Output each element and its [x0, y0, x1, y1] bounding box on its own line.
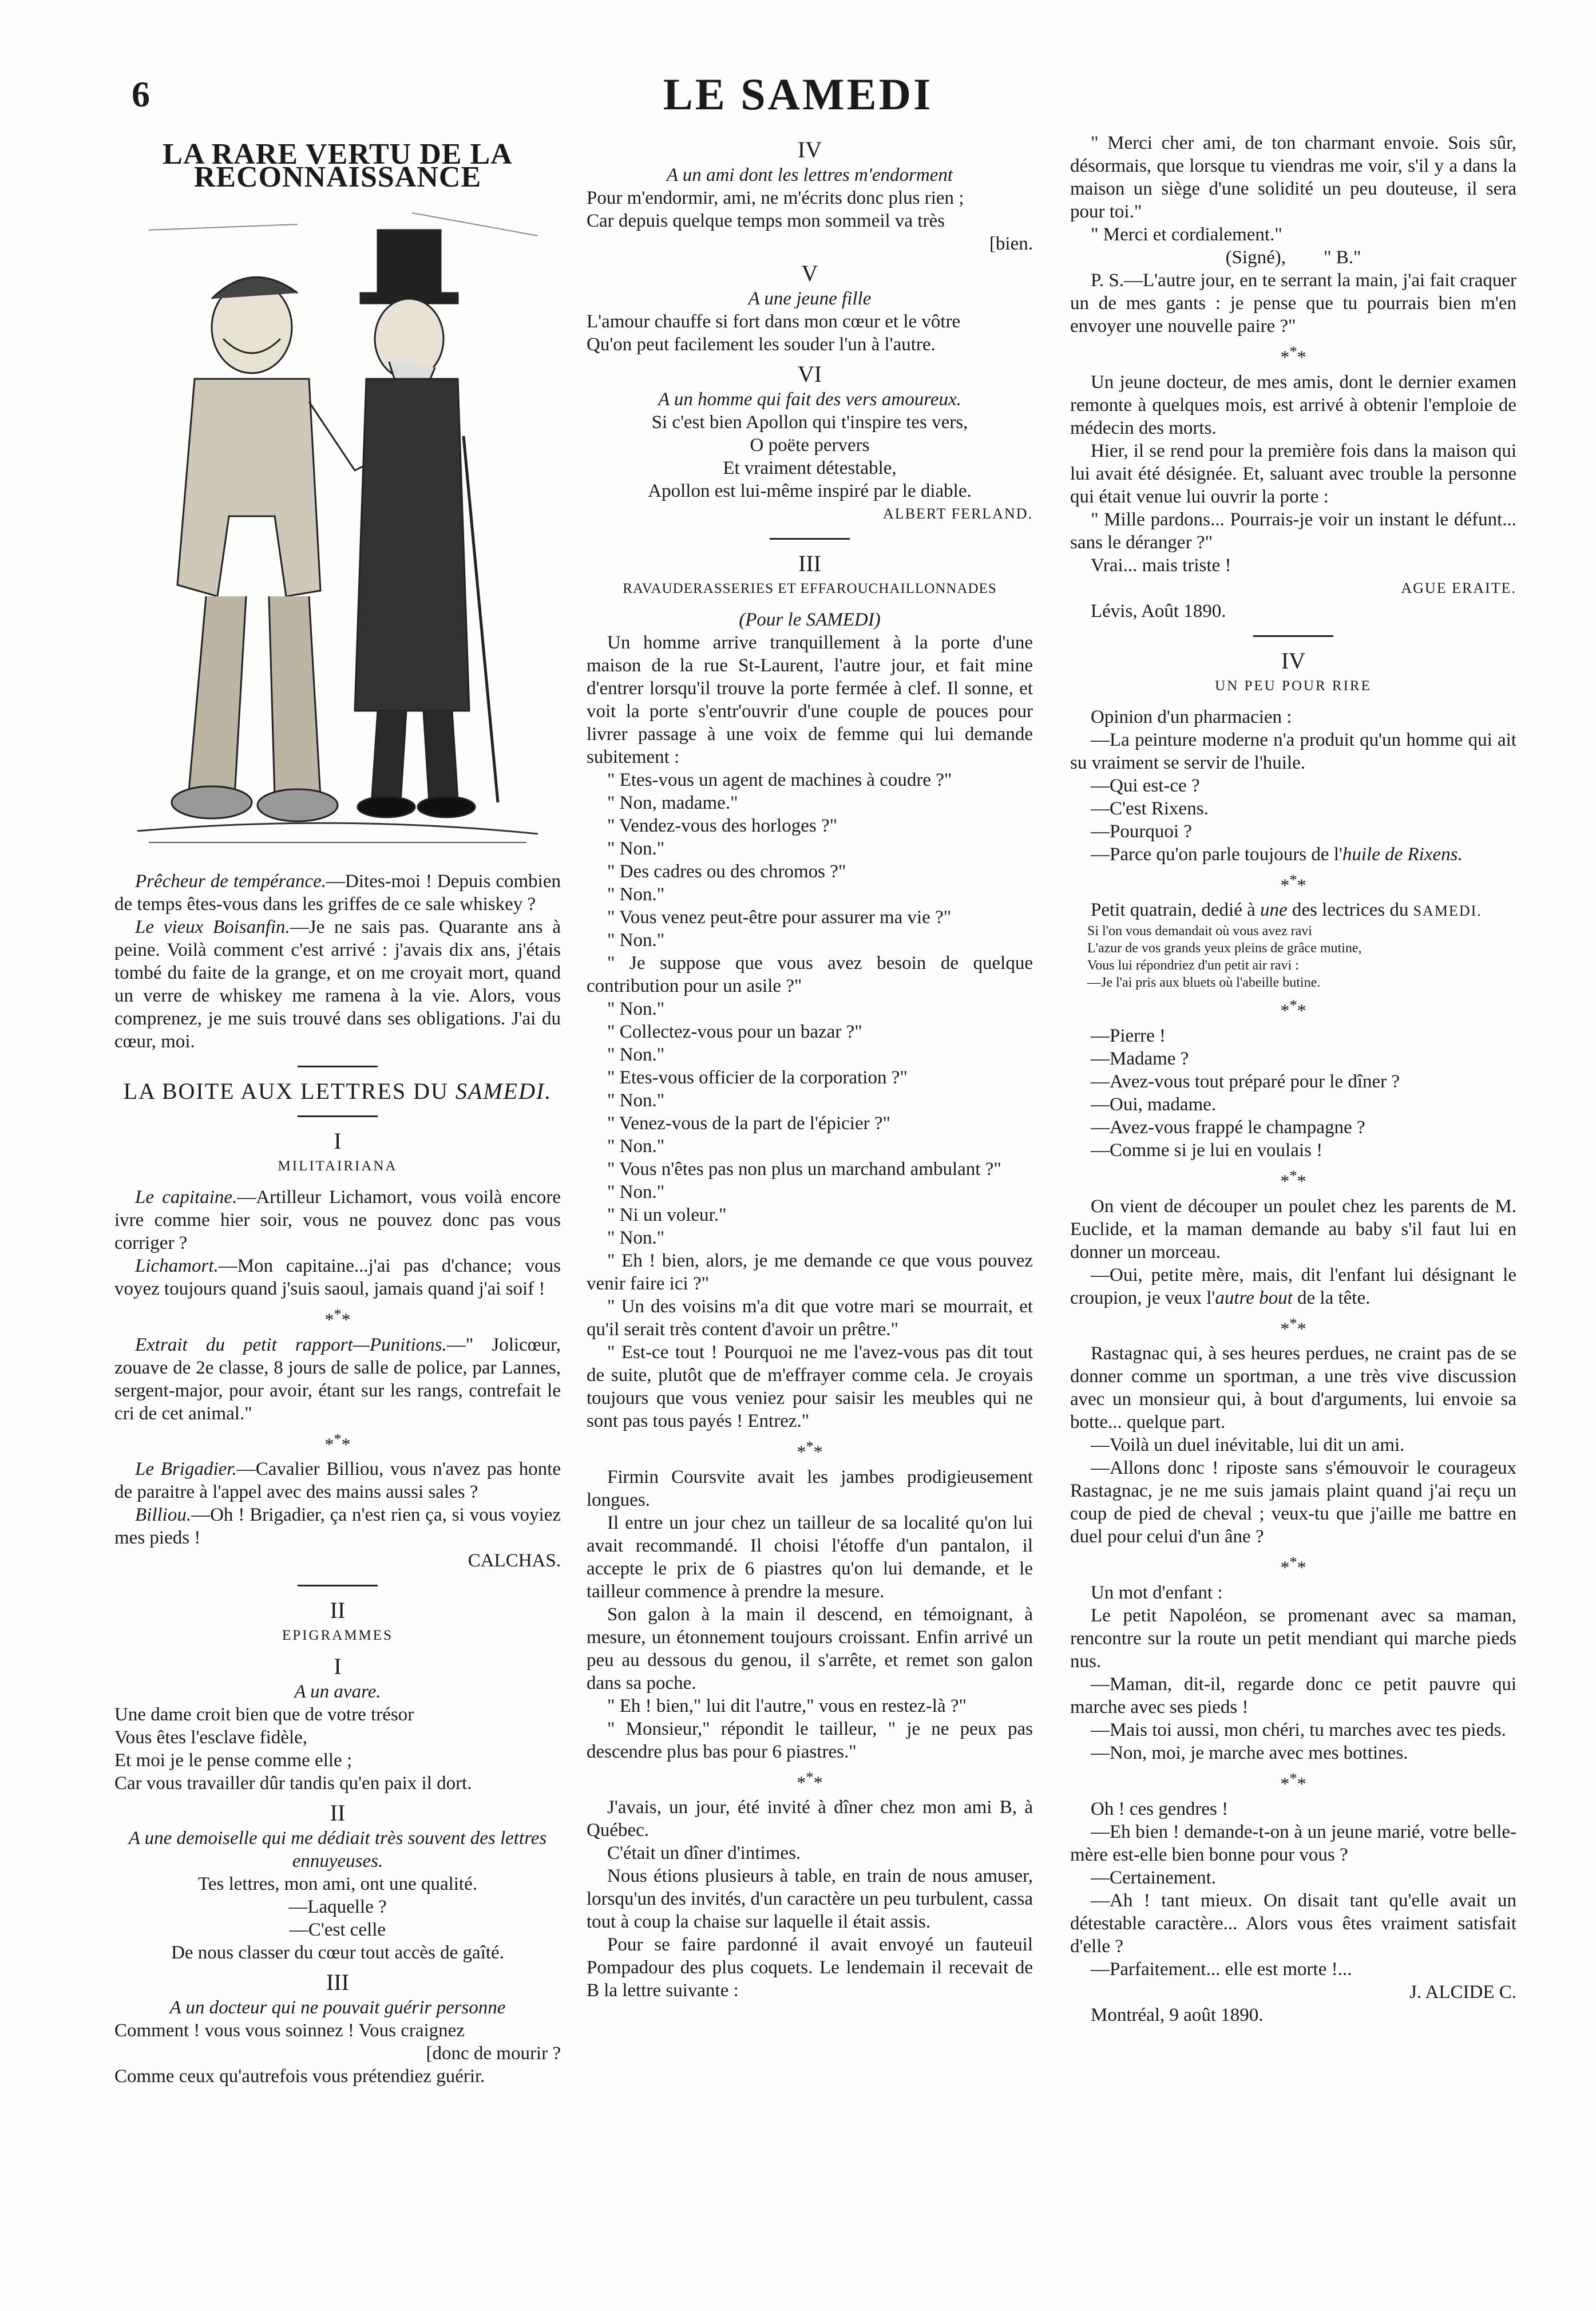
separator-stars: *** — [1280, 870, 1306, 896]
paragraph: " Mille pardons... Pourrais-je voir un instant le défunt... sans le déranger ?" — [1070, 509, 1516, 553]
story-enfant — [1070, 1581, 1516, 1764]
paragraph: Lichamort.—Mon capitaine...j'ai pas d'chance; vous voyez toujours quand j'suis saoul, jamais quand j'ai soif ! — [114, 1256, 561, 1299]
divider — [298, 1115, 378, 1117]
verse-line: Tes lettres, mon ami, ont une qualité. — [198, 1874, 477, 1895]
paragraph: Billiou.—Oh ! Brigadier, ça n'est rien ça, si vous voyiez mes pieds ! — [114, 1505, 561, 1549]
verse-line: Si c'est bien Apollon qui t'inspire tes vers, — [651, 412, 968, 433]
separator-stars: *** — [1280, 1769, 1306, 1794]
verse-line: Si l'on vous demandait où vous avez ravi — [1087, 924, 1312, 939]
paragraph: Un jeune docteur, de mes amis, dont le dernier examen remonte à quelques mois, est arrivé à obtenir l'emploie de médecin des morts. — [1070, 371, 1516, 438]
paragraph: —Avez-vous frappé le champagne ? — [1091, 1117, 1365, 1138]
paragraph: J'avais, un jour, été invité à dîner chez mon ami B, à Québec. — [587, 1797, 1033, 1841]
paragraph: " Eh ! bien, alors, je me demande ce que vous pouvez venir faire ici ?" — [587, 1251, 1033, 1294]
signature: AGUE ERAITE. — [1401, 579, 1516, 596]
paragraph: " Non." — [607, 1228, 665, 1248]
paragraph: —Pierre ! — [1091, 1025, 1166, 1046]
boite-title: LA BOITE AUX LETTRES DU SAMEDI. — [123, 1078, 552, 1104]
verse-line: [bien. — [989, 234, 1033, 254]
paragraph: " Non, madame." — [607, 793, 738, 813]
paragraph: —Parfaitement... elle est morte !... — [1091, 1958, 1352, 1980]
paragraph: Vrai... mais triste ! — [1091, 555, 1231, 576]
verse-line: Vous êtes l'esclave fidèle, — [114, 1727, 308, 1748]
verse-line: —Je l'ai pris aux bluets où l'abeille butine. — [1087, 975, 1321, 991]
paragraph: " Etes-vous officier de la corporation ?" — [607, 1067, 908, 1088]
epigram-title: A une jeune fille — [748, 288, 872, 309]
paragraph: Oh ! ces gendres ! — [1091, 1798, 1229, 1819]
epigram-title: A une demoiselle qui me dédiait très souvent des lettres ennuyeuses. — [128, 1828, 547, 1872]
paragraph: Son galon à la main il descend, en témoignant, à mesure, un étonnement toujours croissant. Enfin arrivé un peu au dessous du genou, il s'arrête, et remet son galon dans sa poche. — [587, 1604, 1033, 1693]
paragraph: —Qui est-ce ? — [1091, 775, 1200, 796]
epigram-number: IV — [797, 137, 822, 163]
section-number: III — [798, 551, 821, 576]
paragraph: " Non." — [607, 1136, 665, 1157]
separator-stars: *** — [1280, 1553, 1306, 1578]
paragraph: —La peinture moderne n'a produit qu'un homme qui ait su vraiment se servir de l'huile. — [1070, 729, 1516, 773]
section-title: UN PEU POUR RIRE — [1215, 678, 1372, 694]
divider — [298, 1066, 378, 1067]
column-2 — [587, 132, 1033, 2002]
paragraph: " Ni un voleur." — [607, 1205, 727, 1225]
dialogue-pierre — [1070, 1024, 1516, 1162]
paragraph: —C'est Rixens. — [1091, 798, 1209, 819]
column-3 — [1070, 132, 1516, 2027]
epigram-number: III — [326, 1969, 349, 1996]
paragraph: " Collectez-vous pour un bazar ?" — [607, 1022, 862, 1042]
story-rastagnac — [1070, 1342, 1516, 1548]
section-title: MILITAIRIANA — [278, 1158, 398, 1174]
caption-line-2: Le vieux Boisanfin.—Je ne sais pas. Quarante ans à peine. Voilà comment c'est arrivé : j'avais dix ans, j'étais tombé du faite de la grange, et on me croyait mort, quand un verre de whiskey me ramena à la vie. Alors, vous comprenez, je me suis trouvé dans ses obligations. J'ai du cœur, moi. — [114, 917, 561, 1052]
page-header — [0, 0, 1596, 132]
paragraph: Le capitaine.—Artilleur Lichamort, vous voilà encore ivre comme hier soir, vous ne pouvez donc pas vous corriger ? — [114, 1187, 561, 1253]
divider — [1253, 635, 1333, 637]
section-title: RAVAUDERASSERIES ET EFFAROUCHAILLONNADES — [623, 581, 997, 596]
section-number: IV — [1281, 647, 1306, 674]
paragraph: " Venez-vous de la part de l'épicier ?" — [607, 1113, 890, 1134]
story-gendres — [1070, 1798, 1516, 1981]
paragraph: " Etes-vous un agent de machines à coudre ?" — [607, 770, 952, 790]
paragraph: Firmin Coursvite avait les jambes prodigieusement longues. — [587, 1466, 1033, 1510]
paragraph: —Ah ! tant mieux. On disait tant qu'elle avait un détestable caractère... Alors vous êtes vraiment satisfait d'elle ? — [1070, 1890, 1516, 1957]
paragraph: —Madame ? — [1091, 1048, 1189, 1069]
paragraph: " Merci et cordialement." — [1091, 224, 1282, 245]
paragraph: C'était un dîner d'intimes. — [607, 1843, 801, 1864]
verse-line: L'amour chauffe si fort dans mon cœur et le vôtre — [587, 311, 961, 332]
paragraph: " Est-ce tout ! Pourquoi ne me l'avez-vous pas dit tout de suite, plutôt que de m'effrayer comme cela. Je croyais toujours que vous veniez pour saisir les meubles qui ne sont pas tous payés ! Entrez." — [587, 1342, 1033, 1431]
epigram-title: A un docteur qui ne pouvait guérir personne — [169, 1997, 506, 2019]
postscript: P. S.—L'autre jour, en te serrant la main, j'ai fait craquer un de mes gants : je pense que tu pourrais bien m'en envoyer une nouvelle paire ?" — [1070, 270, 1516, 337]
paragraph: —Voilà un duel inévitable, lui dit un ami. — [1091, 1435, 1405, 1456]
section-number: II — [330, 1597, 346, 1624]
paragraph: Nous étions plusieurs à table, en train de nous amuser, lorsqu'un des invités, d'un caractère un peu turbulent, cassa tout à coup la chaise sur laquelle il était assis. — [587, 1866, 1033, 1933]
verse-line: Car vous travailler dûr tandis qu'en paix il dort. — [114, 1773, 472, 1794]
paragraph: —Non, moi, je marche avec mes bottines. — [1091, 1742, 1408, 1763]
masthead: LE SAMEDI — [663, 69, 933, 119]
paragraph: —Pourquoi ? — [1091, 821, 1192, 842]
separator-stars: *** — [1280, 996, 1306, 1021]
paragraph: " Non." — [607, 1090, 665, 1111]
paragraph: " Vous n'êtes pas non plus un marchand ambulant ?" — [607, 1159, 1001, 1180]
paragraph: " Un des voisins m'a dit que votre mari se mourrait, et qu'il serait très content d'avoir un prêtre." — [587, 1296, 1033, 1340]
signature: ALBERT FERLAND. — [883, 505, 1033, 522]
verse-line: Et moi je le pense comme elle ; — [114, 1750, 353, 1771]
paragraph: " Non." — [607, 838, 665, 859]
cartoon-title: LA RARE VERTU DE LA RECONNAISSANCE — [163, 138, 513, 193]
verse-line: —Laquelle ? — [288, 1897, 387, 1918]
letter-signature: (Signé), " B." — [1225, 247, 1361, 268]
place-date: Montréal, 9 août 1890. — [1091, 2004, 1264, 2025]
epigram-number: V — [801, 260, 818, 286]
verse-line: Qu'on peut facilement les souder l'un à l'autre. — [587, 334, 936, 355]
verse-line: Comme ceux qu'autrefois vous prétendiez guérir. — [114, 2066, 485, 2087]
page-number: 6 — [132, 74, 150, 114]
paragraph: —Allons donc ! riposte sans s'émouvoir le courageux Rastagnac, je ne me suis jamais plaint quand j'ai reçu un coup de pied de cheval ; veux-tu que j'aille me battre en duel pour celui d'un âne ? — [1070, 1458, 1516, 1548]
story-docteur — [1070, 371, 1516, 577]
paragraph: Le Brigadier.—Cavalier Billiou, vous n'avez pas honte de paraitre à l'appel avec des mains aussi sales ? — [114, 1459, 561, 1503]
verse-line: Apollon est lui-même inspiré par le diable. — [648, 481, 972, 501]
paragraph: " Non." — [607, 999, 665, 1019]
paragraph: " Vous venez peut-être pour assurer ma vie ?" — [607, 907, 952, 928]
paragraph: —Mais toi aussi, mon chéri, tu marches avec tes pieds. — [1091, 1719, 1506, 1740]
verse-line: O poëte pervers — [750, 435, 870, 456]
column-1 — [114, 132, 561, 2088]
paragraph: —Eh bien ! demande-t-on à un jeune marié, votre belle-mère est-elle bien bonne pour vous ? — [1070, 1821, 1516, 1865]
epigram-number: II — [330, 1800, 346, 1826]
section-number: I — [334, 1128, 342, 1154]
paragraph: Pour se faire pardonné il avait envoyé un fauteuil Pompadour des plus coquets. Le lendemain il recevait de B la lettre suivante : — [587, 1934, 1033, 2001]
paragraph: —Certainement. — [1091, 1867, 1217, 1888]
story-ravauderasseries — [587, 631, 1033, 1432]
paragraph: " Non." — [607, 1044, 665, 1065]
separator-stars: *** — [324, 1430, 351, 1455]
verse-line: Une dame croit bien que de votre trésor — [114, 1704, 414, 1726]
paragraph: —Parce qu'on parle toujours de l'huile de Rixens. — [1091, 844, 1463, 865]
paragraph: Un mot d'enfant : — [1091, 1582, 1223, 1603]
separator-stars: *** — [797, 1768, 823, 1793]
verse-line: L'azur de vos grands yeux pleins de grâce mutine, — [1087, 941, 1362, 956]
paragraph: Un homme arrive tranquillement à la porte d'une maison de la rue St-Laurent, l'autre jour, et fait mine d'entrer lorsqu'il trouve la porte fermée à clef. Il sonne, et voit la porte s'entr'ouvrir d'une couple de pouces pour livrer passage à une voix de femme qui lui demande subitement : — [587, 632, 1033, 767]
paragraph: " Je suppose que vous avez besoin de quelque contribution pour un asile ?" — [587, 953, 1033, 996]
epigram-number: I — [334, 1653, 342, 1680]
signature: J. ALCIDE C. — [1409, 1981, 1516, 2003]
paragraph: Hier, il se rend pour la première fois dans la maison qui lui avait été désignée. Et, saluant avec trouble la personne qui était venue lui ouvrir la porte : — [1070, 440, 1516, 507]
quatrain — [1070, 923, 1516, 991]
paragraph: —Comme si je lui en voulais ! — [1091, 1139, 1323, 1161]
epigram-title: A un avare. — [294, 1681, 381, 1703]
paragraph: " Monsieur," répondit le tailleur, " je ne peux pas descendre plus bas pour 6 piastres." — [587, 1718, 1033, 1762]
paragraph: " Non." — [607, 1182, 665, 1202]
section-title: EPIGRAMMES — [282, 1628, 393, 1644]
verse-line: Vous lui répondriez d'un petit air ravi : — [1087, 958, 1299, 974]
paragraph: Opinion d'un pharmacien : — [1091, 706, 1292, 727]
paragraph: Il entre un jour chez un tailleur de sa localité qu'on lui avait recommandé. Il choisi l'étoffe d'un pantalon, il accepte le prix de 6 piastres qu'on lui demande, et le tailleur commence à prendre la mesure. — [587, 1512, 1033, 1602]
paragraph: " Des cadres ou des chromos ?" — [607, 861, 846, 882]
separator-stars: *** — [797, 1438, 823, 1462]
divider — [770, 538, 850, 540]
separator-stars: *** — [1280, 1314, 1306, 1339]
paragraph: " Merci cher ami, de ton charmant envoie. Sois sûr, désormais, que lorsque tu viendras me voir, s'il y a dans la maison un siège d'une solidité un peu douteuse, il sera pour toi." — [1070, 133, 1516, 222]
paragraph: " Vendez-vous des horloges ?" — [607, 816, 838, 836]
story-firmin — [587, 1466, 1033, 1763]
cartoon-illustration — [126, 196, 549, 860]
story-diner — [587, 1796, 1033, 2002]
section-subtitle: (Pour le SAMEDI) — [739, 610, 881, 630]
paragraph: " Eh ! bien," lui dit l'autre," vous en restez-là ?" — [607, 1695, 967, 1716]
paragraph: —Oui, petite mère, mais, dit l'enfant lui désignant le croupion, je veux l'autre bout de la tête. — [1070, 1264, 1516, 1308]
separator-stars: *** — [1280, 343, 1306, 367]
separator-stars: *** — [1280, 1166, 1306, 1192]
verse-line: Pour m'endormir, ami, ne m'écrits donc plus rien ; — [587, 188, 964, 208]
place-date: Lévis, Août 1890. — [1091, 600, 1226, 622]
paragraph: Petit quatrain, dedié à une des lectrices du SAMEDI. — [1091, 900, 1482, 921]
verse-line: Comment ! vous vous soinnez ! Vous craignez — [114, 2020, 465, 2041]
paragraph: Extrait du petit rapport—Punitions.—" Jolicœur, zouave de 2e classe, 8 jours de salle de police, par Lannes, sergent-major, pour avoir, étant sur les rangs, contrefait le cri de cet animal." — [114, 1334, 561, 1424]
paragraph: Rastagnac qui, à ses heures perdues, ne craint pas de se donner comme un sportman, a une très vive discussion avec un monsieur qui, à bout d'arguments, lui envoie sa botte... quelque part. — [1070, 1343, 1516, 1433]
story-pharmacien — [1070, 706, 1516, 843]
paragraph: " Non." — [607, 930, 665, 951]
epigram-title: A un ami dont les lettres m'endorment — [666, 165, 953, 185]
paragraph: —Maman, dit-il, regarde donc ce petit pauvre qui marche avec ses pieds ! — [1070, 1673, 1516, 1718]
paragraph: —Oui, madame. — [1091, 1094, 1217, 1115]
verse-line: De nous classer du cœur tout accès de gaîté. — [171, 1942, 504, 1964]
paragraph: " Non." — [607, 884, 665, 905]
paragraph: —Avez-vous tout préparé pour le dîner ? — [1091, 1071, 1400, 1092]
paragraph: Le petit Napoléon, se promenant avec sa maman, rencontre sur la route un petit mendiant qui marche pieds nus. — [1070, 1605, 1516, 1672]
letter-text — [1070, 132, 1516, 246]
epigram-number: VI — [797, 361, 822, 387]
paragraph: On vient de découper un poulet chez les parents de M. Euclide, et la maman demande au baby s'il faut lui en donner un morceau. — [1070, 1196, 1516, 1263]
signature: CALCHAS. — [468, 1550, 561, 1572]
verse-line: Car depuis quelque temps mon sommeil va très — [587, 211, 945, 231]
epigram-title: A un homme qui fait des vers amoureux. — [658, 389, 961, 410]
verse-line: Et vraiment détestable, — [723, 458, 897, 478]
caption-line-1: Prêcheur de tempérance.—Dites-moi ! Depuis combien de temps êtes-vous dans les griffes de ce sale whiskey ? — [114, 871, 561, 915]
verse-line: —C'est celle — [289, 1920, 386, 1941]
separator-stars: *** — [324, 1305, 351, 1330]
verse-line: [donc de mourir ? — [426, 2043, 561, 2064]
divider — [298, 1585, 378, 1586]
